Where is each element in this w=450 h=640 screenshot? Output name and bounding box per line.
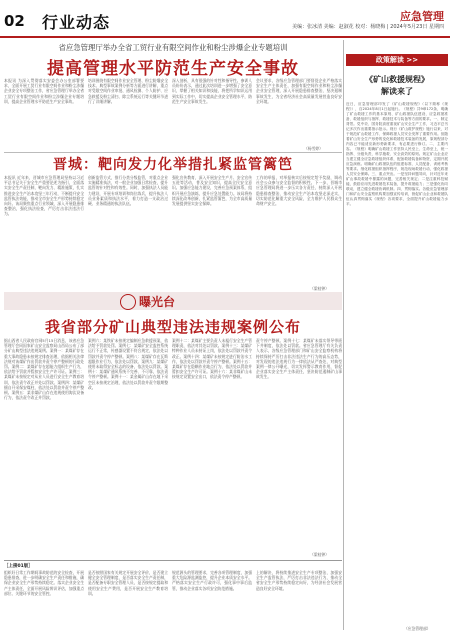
continuation-label: ［上接01版］ (4, 564, 33, 569)
sidebar-title-line2: 解读来了 (381, 86, 413, 96)
article1-kicker: 省应急管理厅举办全省工贸行业有限空间作业和粉尘涉爆企业专题培训 (58, 43, 288, 52)
article3-body-col1: 据山西省人民政府官网5月15日消息，该省应急管理厅会同国家矿山安全监察局山西局公布了部分矿山典型违法违规案例。案例一：某煤矿存在重大事故隐患未按规定排查治理，依据相关法律法规对该煤矿作出罚款并责令停产整顿的行政处罚。案例二：某煤矿存在超能力组织生产行为，依法给予罚款并暂扣安全生产许可证。案例三：某煤矿未按规定对从业人员进行安全生产教育培训，依法责令改正并处以罚款。案例四：某煤矿擅自开采保安煤柱，依法处以罚款并责令停产整顿。案例五：某非煤矿山存在违规使用淘汰设备行为，依法责令改正并罚款。 (4, 338, 84, 401)
article2-body-col4: 工作的举报，对举报核实后按规定给予奖励，调动社会公众参与安全监督的积极性。下一步，晋城市应急管理局将进一步压实各方责任，持续深入开展隐患排查整治，推动安全生产治本攻坚走深走实，切实防范化解重大安全风险，全力维护人民群众生命财产安全。 (256, 175, 342, 207)
exposure-label: 曝光台 (139, 295, 176, 309)
section-title: 行业动态 (42, 13, 111, 32)
article2-body-col2: 创新监管方式，推行分类分级监管，对重点企业实施精准执法，对一般企业加强日常检查，提升监管的针对性和有效性。同时，加强执法人员能力建设，开展专项培训和岗位练兵，提升执法人员业务素质和执法水平，着力打造一支政治过硬、业务精通的执法队伍。 (88, 175, 168, 207)
article1-headline: 提高管理水平防范生产安全事故 (47, 59, 299, 79)
column-divider (343, 40, 344, 630)
continuation-col1: 组织好日常工作期间事故防范的安全检查，开展隐患排查，进一步明确安全生产责任和措施，确保企业安全生产形势持续稳定。落实企业安全生产主体责任，全面开展风险辨识评估，加强重点部位、关键环节的安全管控。 (4, 570, 84, 596)
article1-body-col2: 培训围绕有限空间作业安全管理、粉尘防爆安全技术、典型事故案例分析等方面进行讲解，重点对受限空间作业审批、通风检测、个人防护、应急救援及粉尘清扫、除尘系统运行等关键环节进行了详细讲解。 (88, 78, 168, 104)
top-rule (0, 36, 450, 38)
article1-body-col4: 会议要求，各级应急管理部门要督促企业严格落实安全生产主体责任，加强有限空间作业和粉尘涉爆企业安全管理，深入开展隐患排查整治，坚决遏制事故发生，为全省经济社会高质量发展营造良好安全环境。 (256, 78, 342, 104)
article3-body-col3: 案例十二：某煤矿主要负责人未履行安全生产管理职责，依法对其处以罚款。案例十三：某煤矿特种作业人员未持证上岗，依法处以罚款并责令改正。案例十四：某煤矿未按规定进行防治水工作，依法处以罚款并责令停产整顿。案例十五：某煤矿存在隐瞒作业地点行为，依法处以罚款并暂扣安全生产许可证。案例十六：某非煤矿山未按规定设置安全出口，依法责令停产整顿。 (172, 338, 252, 380)
sidebar-title-line1: 《矿山救援规程》 (365, 74, 429, 84)
sidebar-credit: （应急管理部） (404, 626, 431, 631)
article2-body-col1: 本报讯 近年来，晋城市应急管理局坚持以习近平总书记关于安全生产重要论述为指引，全面落实安全生产责任制，靶向发力、精准施策，扎实推进安全生产治本攻坚三年行动，不断提升安全监管执法效能，推动全市安全生产形势持续稳定向好。该局聚焦重点行业领域，深入开展隐患排查整治，强化执法检查，严厉打击非法违法行为。 (4, 175, 84, 217)
page-number: 02 (4, 12, 25, 30)
article3-body-col2: 案例六：某铁矿未按规定编制应急救援预案，依法给予罚款处罚。案例七：某煤矿安全监控系统运行不正常，传感器设置不符合规定，依法处以罚款并责令停产整顿。案例八：某煤矿存在瓦斯超限作业行为，依法处以罚款。案例九：某煤矿使用未取得安全标志的设备，依法处以罚款。案例十：某煤矿通风系统不完善、不可靠，依法责令停产整顿。案例十一：某金属矿山存在地下采空区未按规定治理，依法处以罚款并责令限期整改。 (88, 338, 168, 390)
publication-brand: 应急管理 (400, 10, 444, 23)
article2-headline: 晋城：靶向发力化举措扎紧监管篱笆 (53, 157, 293, 173)
policy-tag: 政策解读 >> (346, 54, 448, 66)
divider (4, 152, 342, 153)
sidebar-body: 近日，应急管理部印发了《矿山救援规程》（以下简称《规程》），自2024年8月1日起施行。《规程》共9章172条，明确了矿山救援工作的基本原则、矿山救援队伍建设、应急救援准备、救援组织与指挥、救援技术与装备等方面的要求。一、制定背景。党中央、国务院高度重视矿山安全生产工作，习近平总书记多次作出重要指示批示。现行《矿山救护规程》施行以来，对于规范矿山救援工作、保障救援人员安全发挥了重要作用。但随着矿山安全生产形势的变化和救援技术装备的发展，原规程部分内容已不能适应新形势新要求，有必要进行修订。二、主要内容。《规程》明确矿山救援工作坚持人民至上、生命至上，统一指挥、分级负责，科学施救、安全高效的原则。规定矿山企业应当建立健全应急救援组织体系，配备救援装备和物资，定期开展应急演练。明确矿山救援队伍的组建标准、人员配备、训练考核等要求。细化救援组织指挥程序，规范现场救援行动，强化救援人员安全保障。三、重点突出。一是坚持问题导向，针对近年来矿山事故救援中暴露的问题，完善相关规定；二是注重科技赋能，鼓励应用先进救援技术装备，提升救援能力；三是强化协同联动，建立健全救援协调机制。四、贯彻落实。各级应急管理部门和矿山安全监察机构要加强宣传培训，督促矿山企业和救援队伍认真贯彻落实《规程》各项要求，全面提升矿山救援能力水平。 (346, 102, 448, 206)
article3-credit: （梁桂钟） (310, 552, 329, 557)
continuation-col3: 规范源头的管理要求，完善各项管理制度，加强重大危险源监测监控，提升企业本质安全水平。严格落实安全生产行政许可，强化事中事后监管，推动企业落实各项安全防范措施。 (172, 570, 252, 591)
article2-credit: （梁桂钟） (310, 286, 329, 291)
article3-body-col4: 责令停产整顿。案例十七：某煤矿未落实领导带班下井制度，依法处以罚款。省应急管理厅有关负责人表示，各级应急管理部门和矿山安全监察机构将持续保持严厉打击非法违法生产行为的高压态势，对发现的违法违规行为一律依法从严查处，对典型案例一律公开曝光，切实发挥警示教育作用，督促企业落实安全生产主体责任，坚决防范遏制矿山事故发生。 (256, 338, 342, 380)
article1-credit: （杨雪婷） (304, 146, 323, 151)
sidebar (346, 40, 448, 638)
article2-body-col3: 强化宣传教育，深入开展安全生产月、安全宣传五进等活动，普及安全知识，提高全民安全意识。加强应急能力建设，完善应急预案体系，组织开展应急演练，提升应急处置能力。该局将持续深化改革创新，扎紧监管篱笆，为全市高质量发展提供坚实安全保障。 (172, 175, 252, 207)
stamp-icon (120, 294, 136, 310)
article3-headline: 我省部分矿山典型违法违规案例公布 (44, 318, 301, 336)
page-meta: 美编：张冰清 美编：赵淑花 校对：杨晓梅 | 2024年5月23日 星期四 (292, 24, 444, 30)
continuation-col2: 是否按照国家有关规定开展安全评价，是否建立健全安全管理制度，是否落实安全生产责任制，是否配备专职安全管理人员，是否按规定提取和使用安全生产费用，是否开展安全生产教育培训。 (88, 570, 168, 596)
article1-body-col3: 深入剖析，具有很强的针对性和指导性。参训人员纷纷表示，通过此次培训进一步增强了安全意识，掌握了相关知识和技能，将把所学知识运用到实际工作中，切实提高企业安全管理水平，防范生产安全事故发生。 (172, 78, 252, 104)
main-column (4, 40, 342, 638)
continuation-col4: 上的解决，将持续推进安全生产专项整治，加强安全生产监管执法，严厉打击非法违法行为，推动全省安全生产形势持续稳定向好，为经济社会发展营造良好安全环境。 (256, 570, 342, 591)
article1-body-col1: 本报讯 为深入贯彻落实安委会办公室部署要求，全面开展工贸行业有限空间作业和粉尘涉爆企业安全专项整治工作，省应急管理厅举办全省工贸行业有限空间作业和粉尘涉爆企业专题培训，提高企业管理水平防范生产安全事故。 (4, 78, 84, 104)
